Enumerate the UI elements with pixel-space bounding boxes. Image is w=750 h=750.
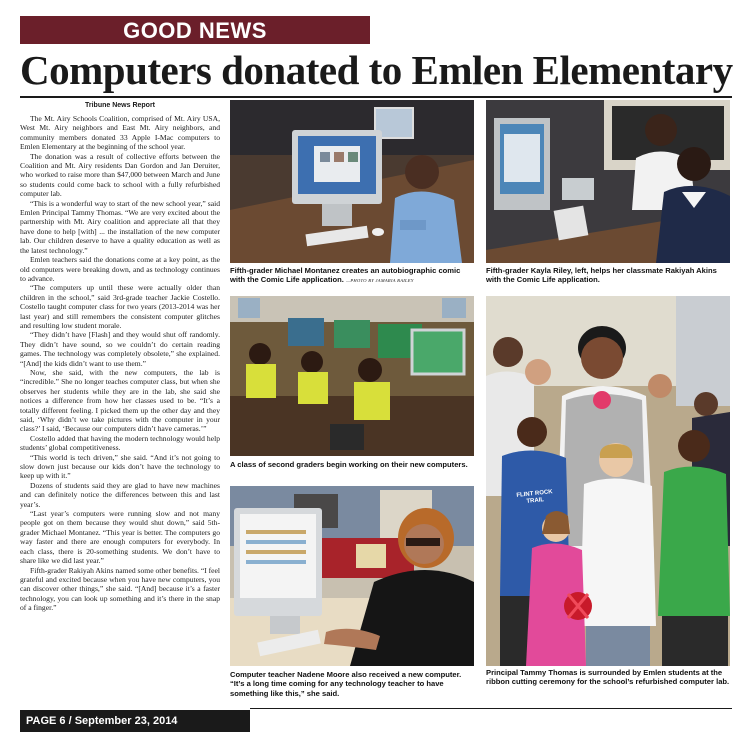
article-paragraph: Fifth-grader Rakiyah Akins named some other benefits. “I feel grateful and excited because when you have new computers, you can discover other things,” she said. “[And] because it’s a faster technology, you can look up something and it’s there in the snap of a finger.” bbox=[20, 565, 220, 613]
photo-caption: Principal Tammy Thomas is surrounded by Emlen students at the ribbon cutting ceremony for the school’s refurbished computer lab. bbox=[486, 668, 730, 687]
photo-michael-montanez bbox=[230, 100, 474, 263]
page-title: Computers donated to Emlen Elementary bbox=[20, 47, 733, 93]
photo-caption: Fifth-grader Kayla Riley, left, helps her classmate Rakiyah Akins with the Comic Life application. bbox=[486, 266, 717, 285]
photo-caption: Fifth-grader Michael Montanez creates an autobiographic comic with the Comic Life application. —PHOTO BY JAMARIA BAILEY bbox=[230, 266, 461, 285]
article-paragraph: Dozens of students said they are glad to have new machines and can definitely notice the differences between this and last year’s. bbox=[20, 480, 220, 509]
page-folio: PAGE 6 / September 23, 2014 bbox=[26, 715, 178, 727]
photo-nadene-moore bbox=[230, 486, 474, 666]
photo-second-graders bbox=[230, 296, 474, 456]
photo-kayla-rakiyah bbox=[486, 100, 730, 263]
byline: Tribune News Report bbox=[84, 102, 155, 109]
article-paragraph: “This world is tech driven,” she said. “And it’s not going to slow down just because our kids don’t have the technology to keep up with it.” bbox=[20, 452, 220, 481]
shirt-text: FLINT ROCK TRAIL bbox=[516, 489, 553, 505]
photo-caption: A class of second graders begin working on their new computers. bbox=[230, 460, 468, 469]
article-paragraph: Emlen teachers said the donations come at a key point, as the old computers were breaking down, and as technology continues to advance. bbox=[20, 255, 220, 283]
article-body bbox=[20, 114, 220, 702]
article-paragraph: Costello added that having the modern technology would help students’ global competitiveness. bbox=[20, 433, 220, 453]
article-paragraph: The donation was a result of collective efforts between the Coalition and Mt. Airy residents Dan Gordon and Jan Deruiter, who worked to raise more than $47,000 between March and June so students could come back to school with a fully refurbished computer lab. bbox=[20, 151, 220, 199]
article-paragraph: “Last year’s computers were running slow and not many people got on them because they would shut down,” said 5th-grader Michael Montanez. “This year is better. The computers go way faster and there are enough computers for everybody. In each class, there is 20-something students. We don’t have to share like we did last year.” bbox=[20, 509, 220, 566]
article-paragraph: “They didn’t have [Flash] and they would shut off randomly. They didn’t have sound, so we couldn’t do certain reading games. The technology was completely obsolete,” she explained. “[And] the kids didn’t want to use them.” bbox=[20, 330, 220, 368]
section-label: GOOD NEWS bbox=[123, 18, 267, 43]
article-paragraph: Now, she said, with the new computers, the lab is “incredible.” She no longer teaches computer class, but when she observes her students while they are in the lab, she said she notices a difference from how her classes used to be. “It’s a totally different feeling. I picked them up the other day and they said, ‘Why didn’t we take pictures with the computer in your class?’ I said, ‘Because our computers didn’t have cameras.’” bbox=[20, 367, 220, 434]
article-paragraph: The Mt. Airy Schools Coalition, comprised of Mt. Airy USA, West Mt. Airy neighbors and East Mt. Airy neighbors, and community members donated 33 Apple I-Mac computers to Emlen Elementary at the beginning of the school year. bbox=[20, 114, 220, 152]
photo-caption: Computer teacher Nadene Moore also received a new computer. “It’s a long time coming for any technology teacher to have something like this,” she said. bbox=[230, 670, 462, 698]
footer-bar bbox=[20, 710, 250, 732]
article-paragraph: “This is a wonderful way to start of the new school year,” said Emlen Principal Tammy Thomas. “We are very excited about the partnership with Mt. Airy coalition and appreciate all that they have done to help [with] ... the installation of the new computer lab. Our children deserve to have a quality education as well as the latest technology.” bbox=[20, 198, 220, 255]
footer-rule bbox=[250, 708, 732, 709]
section-banner bbox=[20, 16, 370, 44]
headline-rule bbox=[20, 96, 732, 98]
article-paragraph: “The computers up until these were actually older than children in the school,” said 3rd-grade teacher Jackie Costello. Costello taught computer class for two years (2013-2014 was her last year) and still remembers the consistent computer glitches and resulting low student morale. bbox=[20, 283, 220, 330]
photo-principal-tammy-thomas bbox=[486, 296, 730, 666]
photo-credit: —PHOTO BY JAMARIA BAILEY bbox=[346, 278, 414, 284]
